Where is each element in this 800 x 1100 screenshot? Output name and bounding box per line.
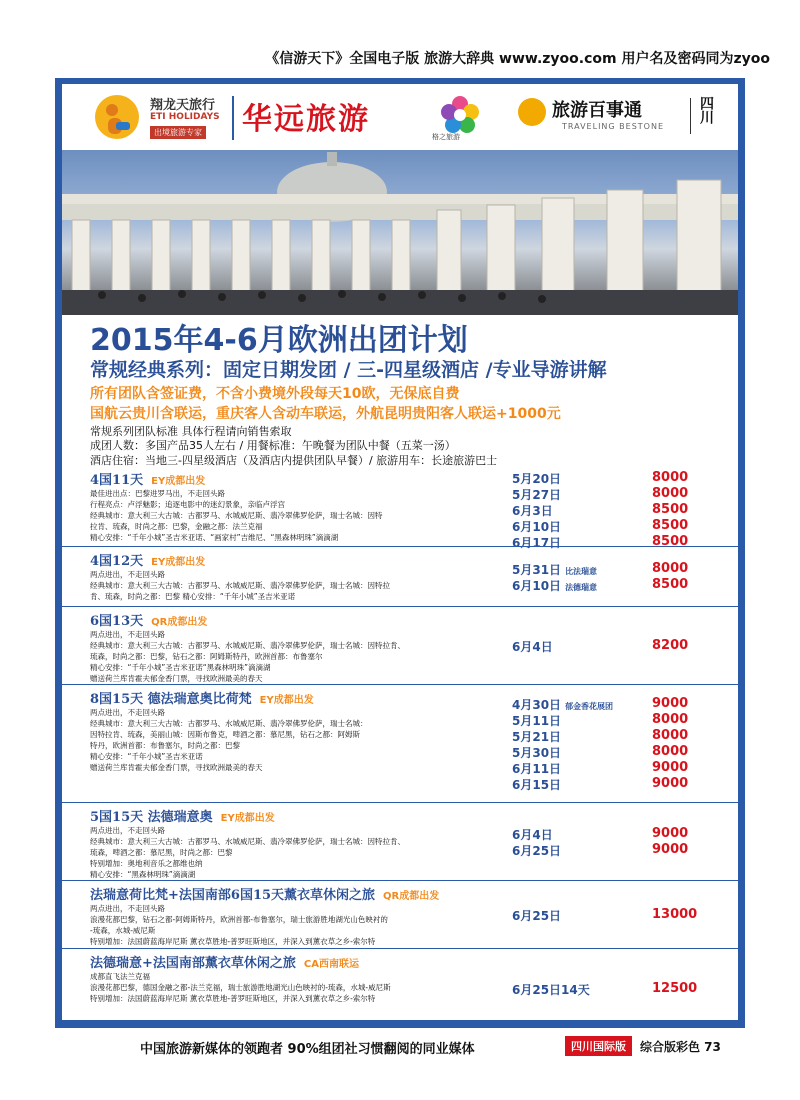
tour-block [62,802,738,881]
departure-price: 9000 [652,826,689,841]
tour-title [90,469,205,488]
tour-departure-tag: EY成都出发 [151,557,206,568]
departure-date-text: 5月27日 [512,488,562,502]
logo-divider [232,96,234,140]
departure-date-text: 4月30日 [512,698,562,712]
departure-date-text: 6月10日 [512,579,562,593]
departure-price: 9000 [652,696,689,711]
departure-price: 8500 [652,502,689,517]
departure-date-text: 5月30日 [512,746,562,760]
bestone-logo: 旅游百事通 [552,100,642,121]
departure-date [512,776,561,793]
tour-description [90,903,510,947]
departure-note: 法德瑞意 [565,583,598,592]
tour-description-line: 两点进出，不走回头路 [90,570,165,579]
tour-description-line: 浪漫花都巴黎，德国金融之都-法兰克福，瑞士旅游胜地湖光山色映衬的-琉森，水城-威尼斯 [90,983,391,992]
departure-price: 12500 [652,981,698,996]
departure-date-text: 6月10日 [512,520,562,534]
tour-description-line: 两点进出，不走回头路 [90,708,165,717]
tour-departure-tag: EY成都出发 [151,476,206,487]
departure-date-text: 6月15日 [512,778,562,792]
eti-logo-name: 翔龙天旅行 [150,98,216,113]
tour-departure-tag: CA西南联运 [303,959,359,970]
tour-description-line: 成都直飞法兰克福 [90,972,150,981]
main-title: 2015年4-6月欧洲出团计划 [90,323,468,358]
tour-description-line: 行程亮点：卢浮魅影；追逐电影中的迷幻景象，亲临卢浮宫 [90,500,285,509]
tour-description-line: 特丹，欧洲首都：布鲁塞尔，时尚之都：巴黎 [90,741,240,750]
tour-title-text: 5国15天 法德瑞意奥 [90,810,213,825]
departure-date [512,577,597,594]
tour-title-text: 4国11天 [90,473,144,488]
tour-block [62,466,738,550]
tour-description-line: 精心安排：“千年小城”圣吉米亚诺“黑森林明珠”滴滴湖 [90,663,271,672]
departure-date-text: 6月3日 [512,504,553,518]
departure-date-text: 6月25日 [512,909,562,923]
bestone-divider [690,98,691,134]
hero-photo [62,150,738,315]
departure-date-text: 6月25日 [512,844,562,858]
group-size-info: 成团人数：多国产品35人左右 / 用餐标准：午晚餐为团队中餐（五菜一汤） [90,439,456,452]
eti-logo-tag: 出境旅游专家 [150,126,206,139]
departure-date-text: 5月11日 [512,714,562,728]
tour-description-line: 浪漫花都巴黎，钻石之都-阿姆斯特丹，欧洲首都-布鲁塞尔，瑞士旅游胜地湖光山色映衬的 [90,915,388,924]
tour-description-line: 精心安排：“千年小城”圣吉米亚诺、“画家村”吉维尼、“黑森林明珠”滴滴湖 [90,533,339,542]
tour-block [62,948,738,1029]
tour-block [62,684,738,803]
departure-price: 8500 [652,518,689,533]
tour-title-text: 法德瑞意+法国南部薰衣草休闲之旅 [90,956,296,971]
tour-title-text: 6国13天 [90,614,144,629]
departure-date-text: 6月17日 [512,536,562,550]
tour-departure-tag: QR成都出发 [383,891,440,902]
tour-description-line: 两点进出，不走回头路 [90,826,165,835]
subtitle: 常规经典系列：固定日期发团 / 三-四星级酒店 /专业导游讲解 [90,359,607,381]
departure-date [512,981,590,998]
tour-description-line: 最佳进出点：巴黎进罗马出，不走回头路 [90,489,225,498]
tour-title-text: 法瑞意荷比梵+法国南部6国15天薰衣草休闲之旅 [90,888,376,903]
tour-description-line: 经典城市：意大利三大古城：古都罗马、水城威尼斯、翡冷翠佛罗伦萨，瑞士名城：因特 [90,511,383,520]
departure-date-text: 6月4日 [512,828,553,842]
tour-title [90,610,207,629]
departure-date [512,842,561,859]
departure-price: 8000 [652,486,689,501]
tour-departure-tag: QR成都出发 [151,617,208,628]
tour-description-line: 赠送荷兰库肯霍夫郁金香门票，寻找欧洲最美的春天 [90,674,263,683]
huayuan-logo: 华远旅游 [242,102,370,137]
tour-title [90,806,275,825]
tour-description-line: 特别增加：奥地利音乐之都维也纳 [90,859,203,868]
departure-date [512,470,561,487]
departure-price: 8000 [652,561,689,576]
departure-price: 8000 [652,744,689,759]
tour-description-line: 特别增加：法国蔚蓝海岸尼斯 薰衣草胜地-普罗旺斯地区，并深入到薰衣草之乡-索尔特 [90,937,376,946]
eti-logo-en: ETI HOLIDAYS [150,112,220,122]
tour-description-line: -琉森，水城-威尼斯 [90,926,156,935]
departure-price: 8200 [652,638,689,653]
departure-price: 13000 [652,907,698,922]
colonnade-illustration [62,150,738,315]
tour-description-line: 赠送荷兰库肯霍夫郁金香门票，寻找欧洲最美的春天 [90,763,263,772]
departure-price: 8500 [652,534,689,549]
tour-description-line: 两点进出，不走回头路 [90,904,165,913]
departure-price: 8000 [652,728,689,743]
departure-date [512,696,613,713]
departure-date [512,760,561,777]
tour-block [62,880,738,949]
departure-price: 9000 [652,842,689,857]
tour-description-line: 特别增加：法国蔚蓝海岸尼斯 薰衣草胜地-普罗旺斯地区，并深入到薰衣草之乡-索尔特 [90,994,376,1003]
tour-description-line: 经典城市：意大利三大古城：古都罗马、水城威尼斯、翡冷翠佛罗伦萨，瑞士名城： [90,719,368,728]
tour-description-line: 肯、琉森，时尚之都：巴黎 精心安排：“千年小城”圣吉米亚诺 [90,592,296,601]
departure-price: 8500 [652,577,689,592]
departure-note: 比法瑞意 [565,567,598,576]
top-header [0,0,800,80]
bestone-logo-en: TRAVELING BESTONE [562,122,664,131]
standard-info: 常规系列团队标准 具体行程请向销售索取 [90,425,292,438]
tour-description [90,488,510,543]
fee-note: 所有团队含签证费，不含小费境外段每天10欧，无保底自费 [90,386,460,402]
tour-description-line: 因特拉肯、琉森，美丽山城：因斯布鲁克，啤酒之都：慕尼黑，钻石之都：阿姆斯 [90,730,360,739]
tour-description-line: 琉森，时尚之都：巴黎，钻石之都：阿姆斯特丹，欧洲首都：布鲁塞尔 [90,652,323,661]
title-block [62,315,738,465]
tour-title-text: 4国12天 [90,554,144,569]
tour-description [90,707,510,773]
tour-description-line: 经典城市：意大利三大古城：古都罗马、水城威尼斯、翡冷翠佛罗伦萨，瑞士名城：因特拉肯、 [90,641,405,650]
region-label: 四川 [698,96,714,124]
gezhi-logo-text: 格之旅游 [432,133,460,141]
departure-date [512,561,597,578]
tour-title [90,884,439,903]
departure-note: 郁金香花展团 [565,702,614,711]
hotel-info: 酒店住宿：当地三-四星级酒店（及酒店内提供团队早餐）/ 旅游用车：长途旅游巴士 [90,454,498,467]
departure-date-text: 6月11日 [512,762,562,776]
tour-title-text: 8国15天 德法瑞意奥比荷梵 [90,692,252,707]
departure-date [512,486,561,503]
page-number: 综合版彩色 73 [640,1040,721,1054]
departure-price: 9000 [652,760,689,775]
tour-description [90,569,510,602]
departure-price: 9000 [652,776,689,791]
departure-price: 8000 [652,470,689,485]
departure-date [512,712,561,729]
tour-description [90,971,510,1004]
departure-date-text: 6月4日 [512,640,553,654]
departure-date [512,638,553,655]
tour-departure-tag: EY成都出发 [259,695,314,706]
departure-date [512,728,561,745]
tour-description-line: 精心安排：“千年小城”圣吉米亚诺 [90,752,203,761]
departure-date [512,907,561,924]
tour-block [62,546,738,607]
tour-block [62,606,738,685]
departure-price: 8000 [652,712,689,727]
tour-departure-tag: EY成都出发 [220,813,275,824]
departure-date [512,518,561,535]
tour-title [90,688,314,707]
transfer-note: 国航云贵川含联运，重庆客人含动车联运，外航昆明贵阳客人联运+1000元 [90,406,561,422]
departure-date-text: 5月31日 [512,563,562,577]
tour-description [90,629,510,684]
header-text: 《信游天下》全国电子版 旅游大辞典 www.zyoo.com 用户名及密码同为zyoo [265,51,770,67]
departure-date [512,502,553,519]
footer [0,1030,800,1070]
tour-description-line: 拉肯、琉森，时尚之都：巴黎，金融之都：法兰克福 [90,522,263,531]
tour-title [90,550,205,569]
tour-description-line: 两点进出，不走回头路 [90,630,165,639]
tour-description-line: 琉森，啤酒之都：慕尼黑，时尚之都：巴黎 [90,848,233,857]
departure-date [512,744,561,761]
departure-date-text: 5月21日 [512,730,562,744]
edition-badge: 四川国际版 [565,1036,632,1056]
departure-date-text: 6月25日14天 [512,983,590,997]
departure-date [512,826,553,843]
footer-slogan: 中国旅游新媒体的领跑者 90%组团社习惯翻阅的同业媒体 [140,1042,475,1057]
tour-description-line: 经典城市：意大利三大古城：古都罗马、水城威尼斯、翡冷翠佛罗伦萨，瑞士名城：因特拉 [90,581,390,590]
logo-row [62,84,738,150]
tour-description [90,825,510,880]
tour-description-line: 经典城市：意大利三大古城：古都罗马、水城威尼斯、翡冷翠佛罗伦萨，瑞士名城：因特拉肯、 [90,837,405,846]
bestone-mascot-icon [518,98,546,126]
tour-description-line: 精心安排：“黑森林明珠”滴滴湖 [90,870,196,879]
kangaroo-logo-icon [92,92,142,142]
departure-date-text: 5月20日 [512,472,562,486]
tour-title [90,952,359,971]
